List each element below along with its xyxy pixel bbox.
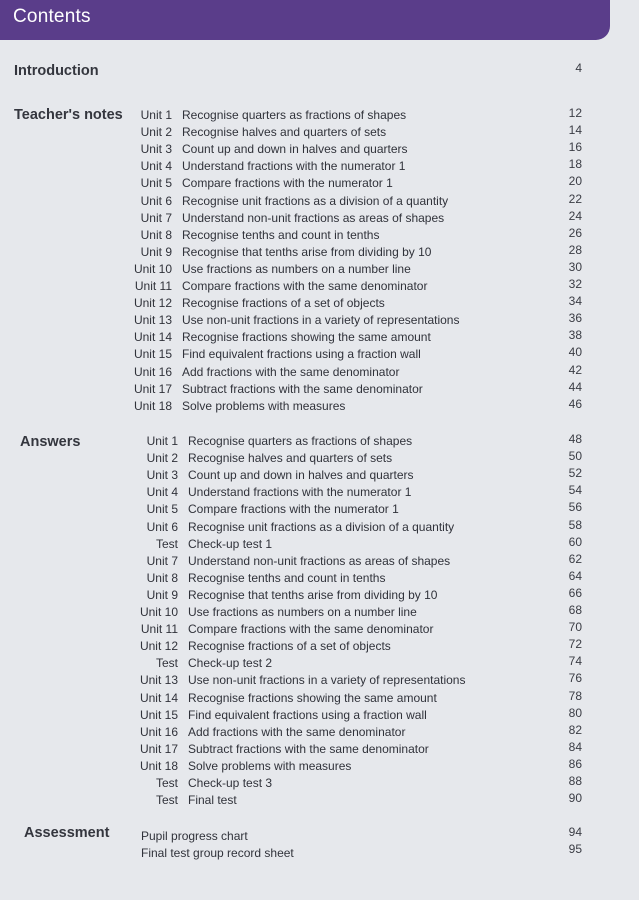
toc-entry-title: Recognise that tenths arise from dividing by 10	[182, 244, 432, 259]
toc-row	[132, 537, 272, 554]
toc-entry-title: Subtract fractions with the same denominator	[188, 741, 429, 756]
toc-unit-label: Unit 5	[140, 176, 172, 191]
toc-entry-title: Final test group record sheet	[141, 846, 294, 860]
toc-unit-label: Unit 2	[146, 451, 178, 466]
toc-page-number: 90	[568, 791, 582, 806]
toc-page-number: 56	[568, 500, 582, 515]
toc-page-number: 40	[568, 345, 582, 360]
toc-page-number: 30	[568, 259, 582, 274]
toc-page-number: 36	[568, 311, 582, 326]
toc-row	[132, 793, 237, 810]
toc-row	[126, 279, 427, 296]
toc-page-number: 24	[568, 208, 582, 223]
toc-unit-label: Unit 11	[140, 622, 178, 637]
toc-entry-title: Use non-unit fractions in a variety of representations	[182, 313, 460, 328]
toc-page-number: 12	[568, 106, 582, 120]
toc-entry-title: Understand fractions with the numerator 1	[188, 485, 412, 500]
toc-entry-title: Find equivalent fractions using a fraction wall	[188, 707, 427, 722]
toc-page-number: 80	[568, 705, 582, 720]
toc-entry-title: Check-up test 3	[188, 776, 273, 790]
answers-heading: Answers	[20, 434, 81, 450]
toc-row	[132, 742, 429, 759]
toc-row	[126, 194, 448, 211]
toc-entry-title: Recognise fractions of a set of objects	[188, 639, 391, 654]
toc-row	[126, 125, 386, 142]
toc-row	[132, 520, 454, 537]
toc-unit-label: Unit 2	[140, 125, 172, 140]
toc-entry-title: Recognise quarters as fractions of shapes	[188, 434, 413, 448]
toc-unit-label: Unit 14	[139, 690, 178, 705]
toc-page-number: 78	[568, 688, 582, 703]
toc-page-number: 62	[568, 551, 582, 566]
toc-unit-label: Unit 11	[134, 279, 172, 293]
toc-entry-title: Compare fractions with the numerator 1	[182, 176, 393, 191]
toc-row	[126, 365, 399, 382]
toc-row	[132, 673, 465, 690]
toc-page-number: 64	[568, 568, 582, 583]
toc-row	[126, 296, 385, 313]
toc-entry-title: Check-up test 1	[188, 536, 273, 551]
assessment-heading: Assessment	[24, 825, 110, 841]
toc-page-number: 60	[568, 534, 582, 549]
toc-unit-label: Unit 17	[139, 741, 178, 756]
toc-unit-label: Test	[155, 536, 178, 551]
toc-row	[132, 502, 399, 519]
toc-unit-label: Test	[155, 793, 178, 808]
toc-unit-label: Unit 6	[140, 193, 172, 208]
toc-page-number: 52	[568, 466, 582, 481]
toc-page-number: 76	[568, 671, 582, 686]
toc-unit-label: Unit 6	[146, 519, 178, 534]
toc-unit-label: Unit 12	[133, 296, 172, 311]
toc-page-number: 86	[568, 756, 582, 771]
toc-page-number: 48	[568, 432, 582, 446]
toc-entry-title: Compare fractions with the same denominator	[182, 279, 428, 293]
toc-entry-title: Use fractions as numbers on a number line	[182, 261, 411, 276]
toc-row	[132, 588, 437, 605]
toc-row	[126, 211, 444, 228]
toc-row	[132, 759, 351, 776]
toc-unit-label: Unit 1	[146, 434, 178, 448]
toc-entry-title: Find equivalent fractions using a fraction wall	[182, 347, 421, 362]
toc-unit-label: Unit 5	[146, 502, 178, 517]
toc-row	[132, 485, 411, 502]
toc-row	[126, 108, 406, 125]
toc-page-number: 74	[568, 654, 582, 669]
toc-entry-title: Recognise tenths and count in tenths	[182, 227, 380, 242]
toc-entry-title: Understand fractions with the numerator 1	[182, 159, 406, 174]
toc-page-number: 22	[568, 191, 582, 206]
toc-entry-title: Subtract fractions with the same denominator	[182, 381, 423, 396]
toc-entry-title: Add fractions with the same denominator	[188, 724, 406, 739]
toc-page-number: 54	[568, 483, 582, 498]
toc-page-number: 68	[568, 603, 582, 617]
toc-unit-label: Unit 10	[139, 605, 178, 619]
toc-row	[132, 639, 391, 656]
toc-entry-title: Check-up test 2	[188, 656, 273, 671]
toc-unit-label: Unit 18	[139, 758, 178, 773]
toc-entry-title: Solve problems with measures	[188, 758, 352, 773]
toc-unit-label: Unit 14	[133, 330, 172, 345]
toc-unit-label: Unit 13	[139, 673, 178, 688]
toc-page-number: 34	[568, 294, 582, 309]
toc-entry-title: Final test	[188, 793, 237, 808]
toc-entry-title: Compare fractions with the same denominator	[188, 622, 434, 637]
toc-page-number: 88	[568, 774, 582, 788]
toc-page-number: 94	[568, 825, 582, 839]
toc-page-number: 18	[568, 157, 582, 172]
toc-row	[132, 605, 417, 622]
toc-entry-title: Recognise quarters as fractions of shapes	[182, 108, 407, 122]
teachers-notes-heading: Teacher's notes	[14, 107, 123, 123]
toc-entry-title: Recognise fractions of a set of objects	[182, 296, 385, 311]
toc-page-number: 70	[568, 620, 582, 635]
toc-row	[126, 313, 459, 330]
introduction-page: 4	[575, 61, 582, 75]
toc-unit-label: Unit 13	[133, 313, 172, 328]
toc-page-number: 82	[568, 722, 582, 737]
toc-page-number: 46	[568, 396, 582, 411]
toc-row	[126, 399, 345, 416]
toc-page-number: 16	[568, 140, 582, 155]
toc-entry-title: Recognise unit fractions as a division of a quantity	[188, 519, 455, 534]
toc-unit-label: Unit 3	[140, 142, 172, 157]
toc-row	[126, 142, 408, 159]
toc-unit-label: Unit 16	[139, 724, 178, 739]
toc-entry-title: Compare fractions with the numerator 1	[188, 502, 399, 517]
toc-unit-label: Unit 12	[139, 639, 178, 654]
toc-entry-title: Use fractions as numbers on a number line	[188, 605, 417, 619]
toc-unit-label: Unit 4	[140, 159, 172, 174]
toc-row	[126, 228, 379, 245]
toc-entry-title: Count up and down in halves and quarters	[188, 468, 414, 483]
toc-page-number: 14	[568, 123, 582, 138]
toc-page-number: 20	[568, 174, 582, 189]
toc-row	[132, 468, 414, 485]
toc-entry-title: Count up and down in halves and quarters	[182, 142, 408, 157]
toc-unit-label: Test	[155, 776, 178, 790]
toc-row	[132, 691, 437, 708]
toc-unit-label: Unit 8	[146, 570, 178, 585]
toc-page-number: 95	[568, 842, 582, 856]
toc-row	[126, 159, 405, 176]
toc-unit-label: Unit 4	[146, 485, 178, 500]
introduction-heading: Introduction	[14, 63, 99, 79]
toc-unit-label: Unit 18	[133, 398, 172, 413]
toc-page-number: 44	[568, 379, 582, 394]
toc-row	[126, 347, 421, 364]
toc-entry-title: Recognise halves and quarters of sets	[188, 451, 393, 466]
toc-entry-title: Understand non-unit fractions as areas of shapes	[182, 210, 445, 225]
toc-row	[126, 330, 431, 347]
toc-page-number: 32	[568, 277, 582, 291]
toc-unit-label: Unit 9	[146, 587, 178, 602]
toc-row	[132, 708, 427, 725]
toc-unit-label: Unit 7	[140, 210, 172, 225]
toc-row	[132, 554, 450, 571]
toc-entry-title: Recognise unit fractions as a division of a quantity	[182, 193, 449, 208]
toc-page-number: 84	[568, 739, 582, 754]
toc-unit-label: Unit 7	[146, 553, 178, 568]
toc-page-number: 26	[568, 225, 582, 240]
toc-entry-title: Solve problems with measures	[182, 398, 346, 413]
toc-entry-title: Use non-unit fractions in a variety of representations	[188, 673, 466, 688]
toc-page-number: 28	[568, 242, 582, 257]
toc-page-number: 38	[568, 328, 582, 343]
toc-row	[132, 434, 412, 451]
contents-header	[0, 0, 610, 40]
toc-row	[132, 451, 392, 468]
toc-entry-title: Recognise fractions showing the same amount	[188, 690, 437, 705]
toc-row	[126, 262, 411, 279]
toc-entry-title: Pupil progress chart	[141, 829, 248, 843]
toc-row	[132, 656, 272, 673]
toc-unit-label: Unit 15	[133, 347, 172, 362]
toc-unit-label: Unit 3	[146, 468, 178, 483]
toc-unit-label: Unit 15	[139, 707, 178, 722]
toc-page-number: 66	[568, 585, 582, 600]
toc-page-number: 50	[568, 449, 582, 464]
toc-page-number: 58	[568, 517, 582, 532]
toc-entry-title: Recognise that tenths arise from dividing by 10	[188, 587, 438, 602]
toc-unit-label: Unit 16	[133, 364, 172, 379]
toc-entry-title: Recognise halves and quarters of sets	[182, 125, 387, 140]
toc-row	[126, 176, 393, 193]
toc-unit-label: Unit 9	[140, 244, 172, 259]
toc-page-number: 42	[568, 362, 582, 377]
toc-row	[126, 382, 423, 399]
toc-row	[132, 622, 433, 639]
toc-unit-label: Unit 1	[140, 108, 172, 122]
toc-row	[132, 776, 272, 793]
toc-row	[132, 725, 405, 742]
toc-unit-label: Unit 10	[133, 261, 172, 276]
toc-unit-label: Unit 17	[133, 381, 172, 396]
toc-entry-title: Recognise fractions showing the same amount	[182, 330, 431, 345]
toc-unit-label: Unit 8	[140, 227, 172, 242]
toc-entry-title: Understand non-unit fractions as areas of shapes	[188, 553, 451, 568]
toc-unit-label: Test	[155, 656, 178, 671]
toc-page-number: 72	[568, 637, 582, 652]
page-title: Contents	[13, 6, 91, 27]
toc-entry-title: Add fractions with the same denominator	[182, 364, 400, 379]
toc-row	[126, 245, 431, 262]
toc-row	[132, 571, 385, 588]
toc-entry-title: Recognise tenths and count in tenths	[188, 570, 386, 585]
